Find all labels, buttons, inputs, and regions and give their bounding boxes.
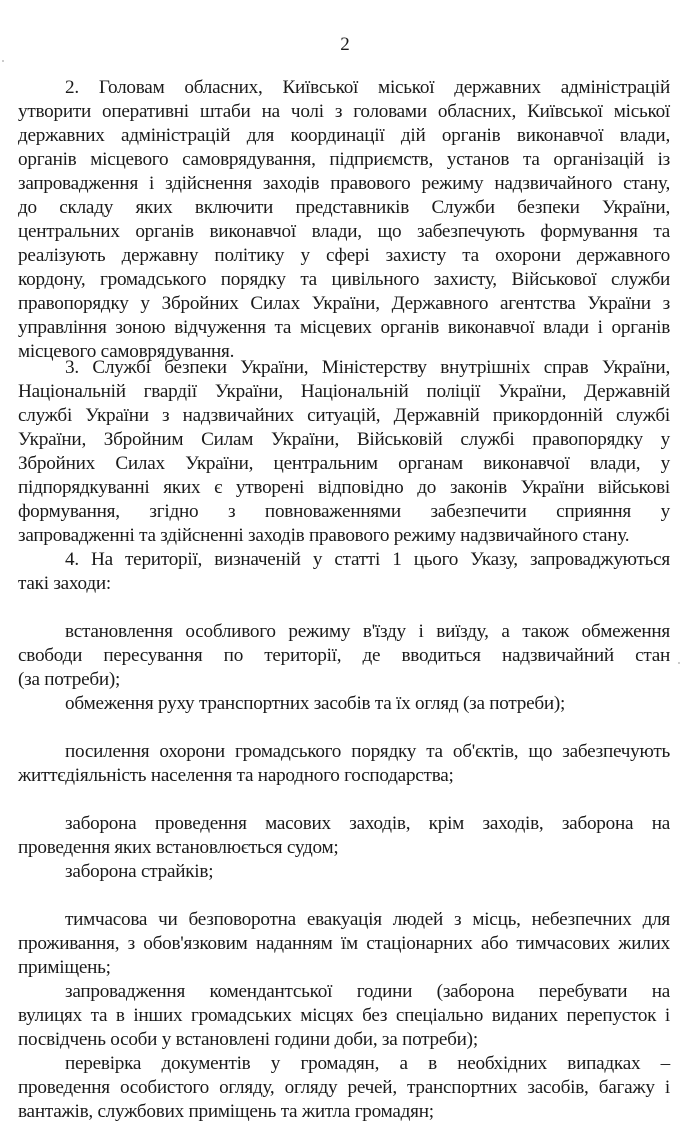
- text-line: Національній гвардії України, Національній поліції України, Державній: [18, 381, 670, 402]
- text-line: утворити оперативні штаби на чолі з головами обласних, Київської міської: [18, 101, 670, 122]
- text-line: 3. Службі безпеки України, Міністерству внутрішніх справ України,: [65, 357, 670, 378]
- scan-artifact: [678, 662, 680, 664]
- text-line: підпорядкуванні яких є утворені відповідно до законів України військові: [18, 477, 670, 498]
- text-line: запровадження і здійснення заходів правового режиму надзвичайного стану,: [18, 173, 670, 194]
- text-line: центральних органів виконавчої влади, що забезпечують формування та: [18, 221, 670, 242]
- text-line: вантажів, службових приміщень та житла громадян;: [18, 1101, 434, 1122]
- text-line: заборона страйків;: [65, 861, 214, 882]
- text-line: формування, згідно з повноваженнями забезпечити сприяння у: [18, 501, 670, 522]
- text-line: посвідчень особи у встановлені години доби, за потреби);: [18, 1029, 478, 1050]
- text-line: місцевого самоврядування.: [18, 341, 235, 362]
- text-line: проживання, з обов'язковим наданням їм стаціонарних або тимчасових жилих: [18, 933, 670, 954]
- text-line: до складу яких включити представників Служби безпеки України,: [18, 197, 670, 218]
- text-line: встановлення особливого режиму в'їзду і виїзду, а також обмеження: [65, 621, 670, 642]
- text-line: правопорядку у Збройних Силах України, Державного агентства України з: [18, 293, 670, 314]
- text-line: запровадженні та здійсненні заходів правового режиму надзвичайного стану.: [18, 525, 630, 546]
- text-line: проведення особистого огляду, огляду речей, транспортних засобів, багажу і: [18, 1077, 670, 1098]
- text-line: реалізують державну політику у сфері захисту та охорони державного: [18, 245, 670, 266]
- text-line: запровадження комендантської години (заборона перебувати на: [65, 981, 670, 1002]
- text-line: управління зоною відчуження та місцевих органів виконавчої влади і органів: [18, 317, 670, 338]
- text-line: вулицях та в інших громадських місцях без спеціально виданих перепусток і: [18, 1005, 670, 1026]
- text-line: України, Збройним Силам України, Військовій службі правопорядку у: [18, 429, 670, 450]
- text-line: заборона проведення масових заходів, крім заходів, заборона на: [65, 813, 670, 834]
- text-line: 2. Головам обласних, Київської міської державних адміністрацій: [65, 77, 670, 98]
- text-line: 4. На території, визначеній у статті 1 цього Указу, запроваджуються: [65, 549, 670, 570]
- text-line: перевірка документів у громадян, а в необхідних випадках –: [65, 1053, 670, 1074]
- text-line: приміщень;: [18, 957, 111, 978]
- page-number: 2: [340, 34, 350, 55]
- text-line: органів місцевого самоврядування, підприємств, установ та організацій із: [18, 149, 670, 170]
- text-line: Збройних Силах України, центральним органам виконавчої влади, у: [18, 453, 670, 474]
- text-line: життєдіяльність населення та народного господарства;: [18, 765, 454, 786]
- text-line: посилення охорони громадського порядку та об'єктів, що забезпечують: [65, 741, 670, 762]
- text-line: свободи пересування по території, де вводиться надзвичайний стан: [18, 645, 670, 666]
- text-line: службі України з надзвичайних ситуацій, Державній прикордонній службі: [18, 405, 670, 426]
- scan-artifact: [2, 60, 4, 62]
- text-line: проведення яких встановлюється судом;: [18, 837, 339, 858]
- text-line: державних адміністрацій для координації дій органів виконавчої влади,: [18, 125, 670, 146]
- text-line: обмеження руху транспортних засобів та їх огляд (за потреби);: [65, 693, 566, 714]
- text-line: такі заходи:: [18, 573, 111, 594]
- text-line: тимчасова чи безповоротна евакуація людей з місць, небезпечних для: [65, 909, 670, 930]
- text-line: кордону, громадського порядку та цивільного захисту, Військової служби: [18, 269, 670, 290]
- text-line: (за потреби);: [18, 669, 121, 690]
